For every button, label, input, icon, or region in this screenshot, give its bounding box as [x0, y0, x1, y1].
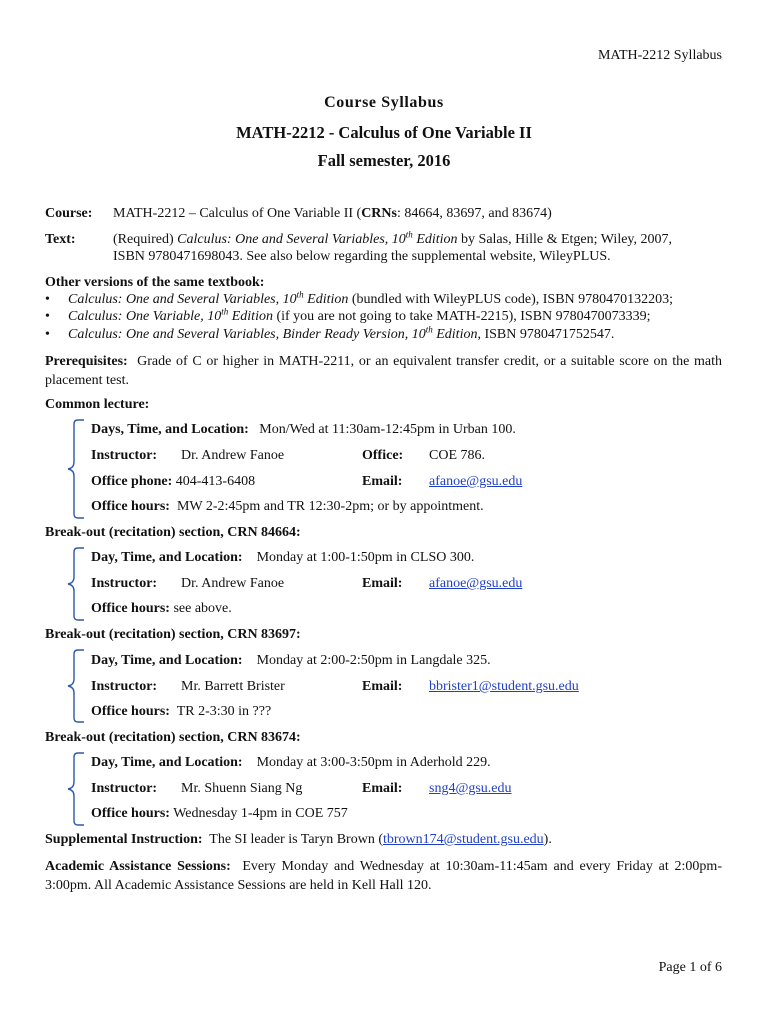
- section-days-time-location: Day, Time, and Location: Monday at 1:00-1:50pm in CLSO 300.: [91, 550, 475, 565]
- office-hours: Office hours: TR 2-3:30 in ???: [91, 704, 272, 719]
- office-phone: Office phone: 404-413-6408: [91, 474, 256, 489]
- course-label: Course:: [45, 206, 93, 221]
- email-link[interactable]: afanoe@gsu.edu: [429, 474, 523, 489]
- office-hours: Office hours: Wednesday 1-4pm in COE 757: [91, 806, 348, 821]
- instructor-label: Instructor:: [91, 781, 158, 796]
- email-label: Email:: [362, 679, 403, 694]
- version-item: Calculus: One and Several Variables, Binder Ready Version, 10th Edition, ISBN 9780471752547.: [68, 324, 615, 342]
- version-item: Calculus: One Variable, 10th Edition (if you are not going to take MATH-2215), ISBN 9780470073339;: [68, 306, 651, 324]
- doc-title: Course Syllabus: [324, 94, 444, 111]
- brace-icon: [62, 546, 90, 624]
- bullet: •: [45, 309, 50, 324]
- brace-icon: [62, 751, 90, 829]
- bullet: •: [45, 327, 50, 342]
- instructor-name: Mr. Shuenn Siang Ng: [181, 781, 303, 796]
- running-header: MATH-2212 Syllabus: [597, 48, 722, 63]
- email-link[interactable]: bbrister1@student.gsu.edu: [429, 679, 579, 694]
- course-value: MATH-2212 – Calculus of One Variable II (CRNs: 84664, 83697, and 83674): [113, 206, 552, 221]
- section-heading: Break-out (recitation) section, CRN 83697:: [45, 627, 301, 642]
- instructor-label: Instructor:: [91, 448, 158, 463]
- section-heading: Break-out (recitation) section, CRN 84664:: [45, 525, 301, 540]
- course-title: MATH-2212 - Calculus of One Variable II: [236, 123, 532, 142]
- instructor-name: Mr. Barrett Brister: [181, 679, 285, 694]
- common-lecture-heading: Common lecture:: [45, 397, 150, 412]
- office-value: COE 786.: [429, 448, 485, 463]
- prerequisites: Prerequisites: Grade of C or higher in MATH-2211, or an equivalent transfer credit, or a suitable score on the math placement test.: [45, 354, 723, 388]
- instructor-name: Dr. Andrew Fanoe: [181, 576, 285, 591]
- textbook-line-2: ISBN 9780471698043. See also below regarding the supplemental website, WileyPLUS.: [113, 249, 611, 264]
- email-link[interactable]: sng4@gsu.edu: [429, 781, 512, 796]
- textbook-line-1: (Required) Calculus: One and Several Variables, 10th Edition by Salas, Hille & Etgen; Wiley, 2007,: [113, 229, 673, 247]
- office-hours: Office hours: see above.: [91, 601, 232, 616]
- lecture-days-time-location: Days, Time, and Location: Mon/Wed at 11:30am-12:45pm in Urban 100.: [91, 422, 516, 437]
- section-days-time-location: Day, Time, and Location: Monday at 2:00-2:50pm in Langdale 325.: [91, 653, 491, 668]
- brace-icon: [62, 418, 90, 522]
- email-label: Email:: [362, 576, 403, 591]
- email-link[interactable]: afanoe@gsu.edu: [429, 576, 523, 591]
- bullet: •: [45, 292, 50, 307]
- version-item: Calculus: One and Several Variables, 10th Edition (bundled with WileyPLUS code), ISBN 9780470132203;: [68, 289, 674, 307]
- semester-title: Fall semester, 2016: [317, 151, 451, 170]
- other-versions-heading: Other versions of the same textbook:: [45, 275, 265, 290]
- email-label: Email:: [362, 474, 403, 489]
- brace-icon: [62, 648, 90, 726]
- supplemental-instruction: Supplemental Instruction: The SI leader is Taryn Brown (tbrown174@student.gsu.edu).: [45, 832, 552, 847]
- instructor-label: Instructor:: [91, 576, 158, 591]
- office-hours: Office hours: MW 2-2:45pm and TR 12:30-2pm; or by appointment.: [91, 499, 484, 514]
- academic-assistance: Academic Assistance Sessions: Every Monday and Wednesday at 10:30am-11:45am and every Friday at 2:00pm-3:00pm. All Academic Assistance Sessions are held in Kell Hall 120.: [45, 859, 722, 893]
- office-label: Office:: [362, 448, 404, 463]
- email-label: Email:: [362, 781, 403, 796]
- text-label: Text:: [45, 232, 76, 247]
- si-email-link[interactable]: tbrown174@student.gsu.edu: [383, 832, 544, 847]
- page-number: Page 1 of 6: [658, 960, 722, 975]
- instructor-name: Dr. Andrew Fanoe: [181, 448, 285, 463]
- section-days-time-location: Day, Time, and Location: Monday at 3:00-3:50pm in Aderhold 229.: [91, 755, 491, 770]
- section-heading: Break-out (recitation) section, CRN 83674:: [45, 730, 301, 745]
- instructor-label: Instructor:: [91, 679, 158, 694]
